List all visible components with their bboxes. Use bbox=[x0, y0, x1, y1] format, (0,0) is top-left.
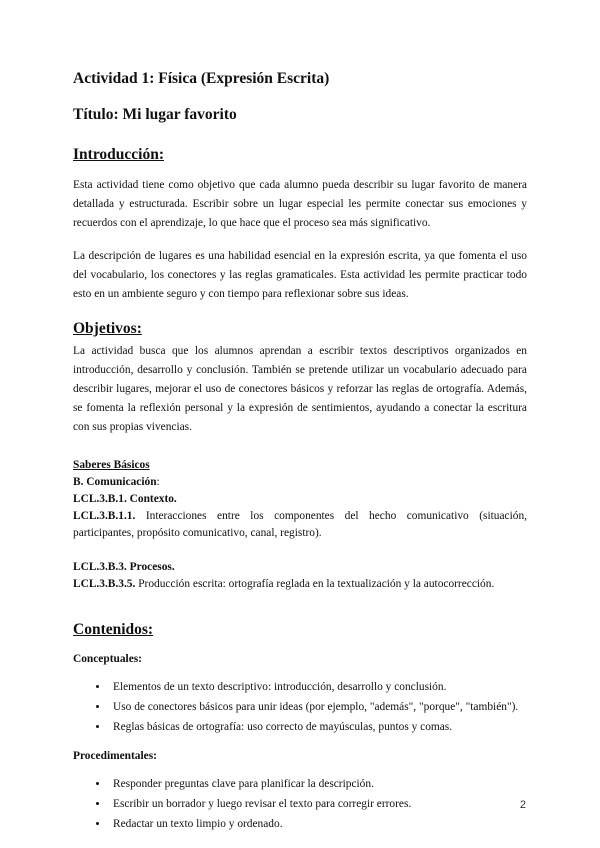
list-item: • Reglas básicas de ortografía: uso correcto de mayúsculas, puntos y comas. bbox=[109, 719, 527, 736]
page-content bbox=[73, 70, 527, 847]
objetivos-heading: Objetivos: bbox=[73, 320, 142, 337]
saberes-block-b-colon: : bbox=[156, 476, 160, 488]
criterio-1-text: Interacciones entre los componentes del hecho comunicativo (situación, participantes, propósito comunicativo, canal, registro). bbox=[73, 510, 527, 539]
page-number: 2 bbox=[519, 799, 526, 811]
list-item: • Uso de conectores básicos para unir ideas (por ejemplo, "además", "porque", "también"). bbox=[109, 699, 527, 716]
list-item: • Responder preguntas clave para planificar la descripción. bbox=[109, 776, 527, 793]
criterio-1-code: LCL.3.B.1.1. bbox=[73, 510, 136, 522]
conceptuales-list bbox=[73, 679, 527, 736]
contenidos-heading: Contenidos: bbox=[73, 621, 154, 638]
list-item: • Escribir un borrador y luego revisar el texto para corregir errores. bbox=[109, 796, 527, 813]
saberes-section bbox=[73, 457, 527, 593]
activity-title: Actividad 1: Física (Expresión Escrita) bbox=[73, 70, 330, 87]
criterio-2-item bbox=[73, 576, 527, 593]
objetivos-paragraph: La actividad busca que los alumnos aprendan a escribir textos descriptivos organizados en introducción, desarrollo y conclusión. También se pretende utilizar un vocabulario adecuado para describir lugares, mejorar el uso de conectores básicos y reforzar las reglas de ortografía. Además, se fomenta la reflexión personal y la expresión de sentimientos, ayudando a conectar la escritura con sus propias vivencias. bbox=[73, 345, 527, 433]
criterio-1-title: LCL.3.B.1. Contexto. bbox=[73, 493, 177, 505]
list-item: • Elementos de un texto descriptivo: introducción, desarrollo y conclusión. bbox=[109, 679, 527, 696]
procedimentales-label: Procedimentales: bbox=[73, 750, 157, 762]
introduccion-paragraph-1: Esta actividad tiene como objetivo que cada alumno pueda describir su lugar favorito de manera detallada y estructurada. Escribir sobre un lugar especial les permite conectar sus emociones y recuerdos con el aprendizaje, lo que hace que el proceso sea más significativo. bbox=[73, 179, 527, 229]
introduccion-heading: Introducción: bbox=[73, 146, 165, 163]
conceptuales-label: Conceptuales: bbox=[73, 653, 142, 665]
criterio-2-text: Producción escrita: ortografía reglada en la textualización y la autocorrección. bbox=[135, 578, 495, 590]
activity-subtitle: Título: Mi lugar favorito bbox=[73, 106, 237, 123]
saberes-heading: Saberes Básicos bbox=[73, 459, 150, 471]
list-item: • Redactar un texto limpio y ordenado. bbox=[109, 816, 527, 833]
procedimentales-list bbox=[73, 776, 527, 833]
criterio-1-item bbox=[73, 508, 527, 542]
saberes-block-b bbox=[73, 474, 527, 491]
introduccion-paragraph-2: La descripción de lugares es una habilidad esencial en la expresión escrita, ya que fomenta el uso del vocabulario, los conectores y las reglas gramaticales. Esta actividad les permite practicar todo esto en un ambiente seguro y con tiempo para reflexionar sobre sus ideas. bbox=[73, 250, 527, 300]
saberes-block-b-label: B. Comunicación bbox=[73, 476, 157, 488]
criterio-2-title: LCL.3.B.3. Procesos. bbox=[73, 561, 175, 573]
criterio-2-code: LCL.3.B.3.5. bbox=[73, 578, 136, 590]
